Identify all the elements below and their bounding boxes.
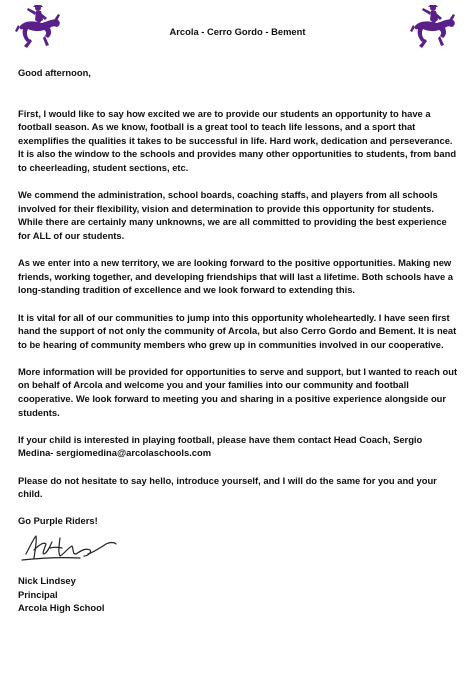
paragraph-new-territory: As we enter into a new territory, we are looking forward to the positive opportunities. Making new friends, working together, and developing friendships that will last a lifetime. Both schools have a long-standing tradition of excellence and we look forward to extending this.	[18, 257, 453, 296]
paragraph-intro: First, I would like to say how excited we are to provide our students an opportunity to have a football season. As we know, football is a great tool to teach life lessons, and a sport that exemplifies the qualities it takes to be successful in life. Hard work, dedication and perseverance. It is also the window to the schools and provides many other opportunities to students, from band to cheerleading, student sections, etc.	[18, 107, 457, 173]
bucking-bronco-logo-icon	[409, 4, 459, 50]
closing: Go Purple Riders!	[18, 515, 98, 527]
greeting: Good afternoon,	[18, 67, 91, 78]
signature-block	[18, 574, 460, 615]
signer-title: Principal	[18, 588, 58, 600]
paragraph-more-info: More information will be provided for opportunities to serve and support, but I wanted to reach out on behalf of Arcola and welcome you and your families into our community and football cooperative. We look forward to meeting you and sharing in a positive experience alongside our students.	[18, 365, 458, 418]
paragraph-introduce: Please do not hesitate to say hello, introduce yourself, and I will do the same for you and your child.	[18, 474, 437, 500]
signature-icon	[20, 532, 124, 564]
letter-body	[18, 66, 460, 615]
header-title: Arcola - Cerro Gordo - Bement	[169, 26, 306, 37]
paragraph-community: It is vital for all of our communities to jump into this opportunity wholeheartedly. I have seen first hand the support of not only the community of Arcola, but also Cerro Gordo and Bement. It is neat to be hearing of community members who grew up in communities involved in our cooperative.	[18, 311, 457, 350]
signer-school: Arcola High School	[18, 602, 105, 614]
paragraph-contact-coach: If your child is interested in playing football, please have them contact Head Coach, Sergio Medina- sergiomedina@arcolaschools.com	[18, 433, 423, 459]
paragraph-commend: We commend the administration, school boards, coaching staffs, and players from all schools involved for their flexibility, vision and determination to provide this opportunity for students. While there are certainly many unknowns, we are all committed to providing the best experience for ALL of our students.	[18, 189, 447, 241]
signer-name: Nick Lindsey	[18, 575, 76, 586]
